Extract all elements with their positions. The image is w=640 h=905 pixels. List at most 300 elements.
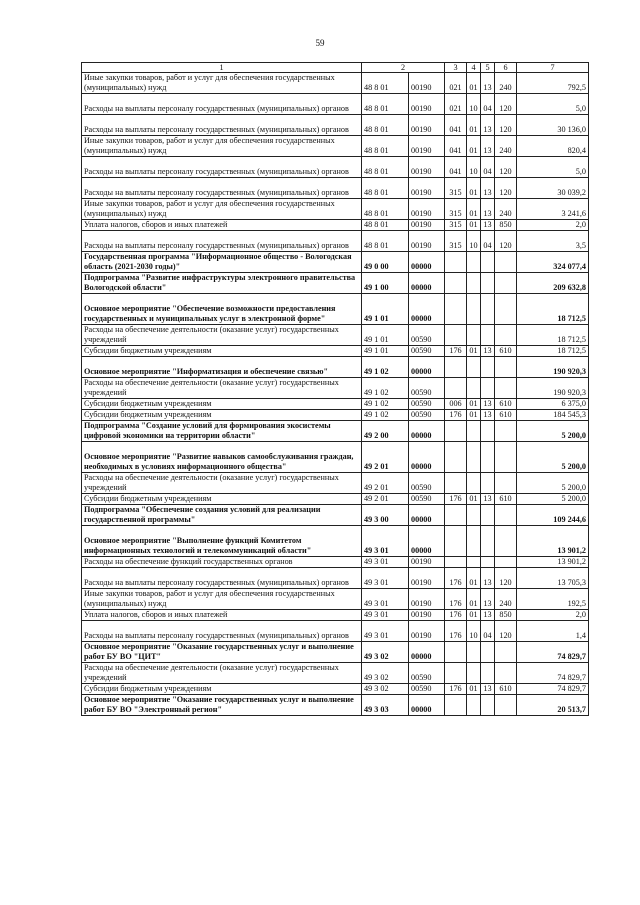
table-row bbox=[82, 357, 589, 378]
cell-section-code bbox=[467, 442, 481, 473]
cell-subsection-code bbox=[481, 378, 495, 399]
cell-subsection-code bbox=[481, 421, 495, 442]
cell-ministry-code: 315 bbox=[445, 178, 467, 199]
cell-direction-code: 00000 bbox=[409, 357, 445, 378]
cell-ministry-code bbox=[445, 294, 467, 325]
cell-amount: 18 712,5 bbox=[517, 294, 589, 325]
cell-section-code: 01 bbox=[467, 399, 481, 410]
cell-expense-type bbox=[495, 325, 517, 346]
cell-target-code: 49 2 00 bbox=[362, 421, 409, 442]
cell-direction-code: 00590 bbox=[409, 663, 445, 684]
cell-amount: 3 241,6 bbox=[517, 199, 589, 220]
cell-name: Иные закупки товаров, работ и услуг для обеспечения государственных (муниципальных) нужд bbox=[82, 73, 362, 94]
cell-ministry-code bbox=[445, 357, 467, 378]
cell-section-code bbox=[467, 273, 481, 294]
cell-section-code: 01 bbox=[467, 346, 481, 357]
cell-section-code: 01 bbox=[467, 410, 481, 421]
cell-direction-code: 00590 bbox=[409, 684, 445, 695]
cell-amount: 5,0 bbox=[517, 157, 589, 178]
table-row bbox=[82, 220, 589, 231]
table-row bbox=[82, 442, 589, 473]
table-row bbox=[82, 557, 589, 568]
cell-section-code bbox=[467, 526, 481, 557]
table-row bbox=[82, 505, 589, 526]
cell-subsection-code: 13 bbox=[481, 73, 495, 94]
cell-amount: 792,5 bbox=[517, 73, 589, 94]
cell-direction-code: 00000 bbox=[409, 252, 445, 273]
cell-section-code bbox=[467, 695, 481, 716]
cell-name: Расходы на обеспечение деятельности (оказание услуг) государственных учреждений bbox=[82, 325, 362, 346]
cell-amount: 74 829,7 bbox=[517, 684, 589, 695]
cell-direction-code: 00190 bbox=[409, 610, 445, 621]
cell-amount: 13 901,2 bbox=[517, 526, 589, 557]
cell-expense-type bbox=[495, 294, 517, 325]
cell-expense-type: 850 bbox=[495, 610, 517, 621]
table-row bbox=[82, 473, 589, 494]
cell-section-code bbox=[467, 505, 481, 526]
table-row bbox=[82, 663, 589, 684]
table-row bbox=[82, 199, 589, 220]
cell-direction-code: 00190 bbox=[409, 557, 445, 568]
cell-amount: 13 705,3 bbox=[517, 568, 589, 589]
cell-amount: 2,0 bbox=[517, 220, 589, 231]
table-row bbox=[82, 252, 589, 273]
cell-ministry-code bbox=[445, 473, 467, 494]
cell-subsection-code: 04 bbox=[481, 157, 495, 178]
cell-amount: 324 077,4 bbox=[517, 252, 589, 273]
cell-section-code bbox=[467, 294, 481, 325]
cell-direction-code: 00190 bbox=[409, 199, 445, 220]
cell-expense-type bbox=[495, 473, 517, 494]
cell-amount: 74 829,7 bbox=[517, 642, 589, 663]
cell-name: Субсидии бюджетным учреждениям bbox=[82, 684, 362, 695]
cell-direction-code: 00000 bbox=[409, 442, 445, 473]
cell-direction-code: 00190 bbox=[409, 115, 445, 136]
cell-section-code bbox=[467, 357, 481, 378]
cell-direction-code: 00590 bbox=[409, 325, 445, 346]
cell-target-code: 49 3 01 bbox=[362, 589, 409, 610]
cell-section-code bbox=[467, 557, 481, 568]
cell-subsection-code: 13 bbox=[481, 568, 495, 589]
cell-subsection-code bbox=[481, 294, 495, 325]
cell-name: Субсидии бюджетным учреждениям bbox=[82, 346, 362, 357]
cell-name: Государственная программа "Информационное общество - Вологодская область (2021-2030 годы)" bbox=[82, 252, 362, 273]
cell-expense-type: 120 bbox=[495, 157, 517, 178]
cell-amount: 820,4 bbox=[517, 136, 589, 157]
cell-section-code bbox=[467, 325, 481, 346]
cell-subsection-code bbox=[481, 473, 495, 494]
table-row bbox=[82, 273, 589, 294]
cell-name: Расходы на выплаты персоналу государственных (муниципальных) органов bbox=[82, 115, 362, 136]
cell-ministry-code: 021 bbox=[445, 94, 467, 115]
cell-subsection-code bbox=[481, 505, 495, 526]
cell-expense-type: 610 bbox=[495, 346, 517, 357]
cell-target-code: 49 1 02 bbox=[362, 378, 409, 399]
cell-name: Расходы на выплаты персоналу государственных (муниципальных) органов bbox=[82, 231, 362, 252]
cell-direction-code: 00190 bbox=[409, 568, 445, 589]
cell-section-code bbox=[467, 473, 481, 494]
cell-expense-type bbox=[495, 357, 517, 378]
cell-target-code: 48 8 01 bbox=[362, 199, 409, 220]
cell-section-code: 01 bbox=[467, 178, 481, 199]
table-row bbox=[82, 157, 589, 178]
cell-ministry-code: 315 bbox=[445, 199, 467, 220]
table-row bbox=[82, 399, 589, 410]
cell-section-code: 01 bbox=[467, 684, 481, 695]
cell-expense-type bbox=[495, 442, 517, 473]
cell-section-code: 01 bbox=[467, 73, 481, 94]
cell-section-code bbox=[467, 663, 481, 684]
table-row bbox=[82, 695, 589, 716]
cell-expense-type: 610 bbox=[495, 399, 517, 410]
cell-target-code: 49 1 00 bbox=[362, 273, 409, 294]
cell-name: Основное мероприятие "Развитие навыков самообслуживания граждан, необходимых в условиях информационного общества" bbox=[82, 442, 362, 473]
cell-amount: 13 901,2 bbox=[517, 557, 589, 568]
cell-direction-code: 00590 bbox=[409, 494, 445, 505]
table-row bbox=[82, 684, 589, 695]
table-row bbox=[82, 642, 589, 663]
cell-ministry-code: 176 bbox=[445, 684, 467, 695]
cell-ministry-code: 176 bbox=[445, 410, 467, 421]
cell-amount: 18 712,5 bbox=[517, 325, 589, 346]
cell-direction-code: 00590 bbox=[409, 346, 445, 357]
cell-direction-code: 00000 bbox=[409, 273, 445, 294]
cell-name: Иные закупки товаров, работ и услуг для обеспечения государственных (муниципальных) нужд bbox=[82, 136, 362, 157]
cell-name: Расходы на выплаты персоналу государственных (муниципальных) органов bbox=[82, 94, 362, 115]
cell-target-code: 49 3 01 bbox=[362, 621, 409, 642]
cell-subsection-code: 13 bbox=[481, 684, 495, 695]
cell-subsection-code: 04 bbox=[481, 231, 495, 252]
cell-amount: 6 375,0 bbox=[517, 399, 589, 410]
cell-target-code: 48 8 01 bbox=[362, 115, 409, 136]
cell-ministry-code: 315 bbox=[445, 220, 467, 231]
cell-subsection-code: 13 bbox=[481, 199, 495, 220]
header-col-1: 1 bbox=[82, 63, 362, 73]
cell-name: Расходы на выплаты персоналу государственных (муниципальных) органов bbox=[82, 621, 362, 642]
cell-ministry-code: 176 bbox=[445, 346, 467, 357]
table-row bbox=[82, 494, 589, 505]
table-row bbox=[82, 421, 589, 442]
cell-target-code: 49 3 01 bbox=[362, 610, 409, 621]
header-col-3: 3 bbox=[445, 63, 467, 73]
cell-amount: 3,5 bbox=[517, 231, 589, 252]
cell-section-code bbox=[467, 378, 481, 399]
cell-target-code: 49 3 02 bbox=[362, 663, 409, 684]
cell-expense-type: 240 bbox=[495, 73, 517, 94]
cell-direction-code: 00190 bbox=[409, 73, 445, 94]
cell-ministry-code bbox=[445, 378, 467, 399]
cell-subsection-code bbox=[481, 252, 495, 273]
cell-section-code bbox=[467, 421, 481, 442]
cell-ministry-code: 315 bbox=[445, 231, 467, 252]
cell-name: Иные закупки товаров, работ и услуг для обеспечения государственных (муниципальных) нужд bbox=[82, 199, 362, 220]
cell-amount: 5 200,0 bbox=[517, 442, 589, 473]
cell-direction-code: 00000 bbox=[409, 642, 445, 663]
cell-expense-type bbox=[495, 421, 517, 442]
cell-amount: 109 244,6 bbox=[517, 505, 589, 526]
cell-subsection-code: 13 bbox=[481, 136, 495, 157]
cell-ministry-code: 176 bbox=[445, 589, 467, 610]
cell-expense-type bbox=[495, 526, 517, 557]
cell-ministry-code bbox=[445, 273, 467, 294]
cell-ministry-code bbox=[445, 695, 467, 716]
cell-direction-code: 00590 bbox=[409, 473, 445, 494]
cell-target-code: 49 3 03 bbox=[362, 695, 409, 716]
cell-ministry-code bbox=[445, 325, 467, 346]
cell-name: Расходы на выплаты персоналу государственных (муниципальных) органов bbox=[82, 178, 362, 199]
cell-direction-code: 00590 bbox=[409, 378, 445, 399]
table-row bbox=[82, 73, 589, 94]
table-row bbox=[82, 526, 589, 557]
cell-expense-type: 120 bbox=[495, 94, 517, 115]
cell-target-code: 49 0 00 bbox=[362, 252, 409, 273]
cell-ministry-code: 041 bbox=[445, 157, 467, 178]
cell-amount: 5 200,0 bbox=[517, 494, 589, 505]
cell-ministry-code bbox=[445, 557, 467, 568]
cell-expense-type: 240 bbox=[495, 199, 517, 220]
cell-expense-type: 610 bbox=[495, 494, 517, 505]
cell-name: Уплата налогов, сборов и иных платежей bbox=[82, 610, 362, 621]
cell-target-code: 49 1 01 bbox=[362, 294, 409, 325]
table-row bbox=[82, 568, 589, 589]
cell-amount: 20 513,7 bbox=[517, 695, 589, 716]
cell-direction-code: 00000 bbox=[409, 526, 445, 557]
cell-amount: 74 829,7 bbox=[517, 663, 589, 684]
cell-subsection-code bbox=[481, 526, 495, 557]
cell-ministry-code: 176 bbox=[445, 568, 467, 589]
cell-section-code: 10 bbox=[467, 621, 481, 642]
cell-direction-code: 00190 bbox=[409, 621, 445, 642]
cell-section-code: 10 bbox=[467, 94, 481, 115]
cell-target-code: 49 2 01 bbox=[362, 442, 409, 473]
cell-expense-type: 610 bbox=[495, 684, 517, 695]
cell-subsection-code bbox=[481, 642, 495, 663]
cell-direction-code: 00000 bbox=[409, 421, 445, 442]
cell-direction-code: 00000 bbox=[409, 294, 445, 325]
header-col-7: 7 bbox=[517, 63, 589, 73]
table-row bbox=[82, 410, 589, 421]
cell-amount: 192,5 bbox=[517, 589, 589, 610]
table-row bbox=[82, 178, 589, 199]
cell-subsection-code bbox=[481, 357, 495, 378]
page-number: 59 bbox=[315, 38, 325, 48]
cell-name: Основное мероприятие "Выполнение функций Комитетом информационных технологий и телекоммуникаций области" bbox=[82, 526, 362, 557]
cell-subsection-code bbox=[481, 325, 495, 346]
cell-section-code: 01 bbox=[467, 220, 481, 231]
cell-target-code: 49 1 01 bbox=[362, 346, 409, 357]
cell-ministry-code bbox=[445, 442, 467, 473]
cell-ministry-code bbox=[445, 421, 467, 442]
cell-subsection-code bbox=[481, 442, 495, 473]
cell-section-code: 01 bbox=[467, 199, 481, 220]
cell-subsection-code: 13 bbox=[481, 610, 495, 621]
header-col-4: 4 bbox=[467, 63, 481, 73]
cell-name: Субсидии бюджетным учреждениям bbox=[82, 399, 362, 410]
cell-ministry-code: 176 bbox=[445, 610, 467, 621]
cell-target-code: 49 1 02 bbox=[362, 410, 409, 421]
cell-subsection-code: 13 bbox=[481, 220, 495, 231]
cell-section-code: 01 bbox=[467, 494, 481, 505]
cell-expense-type bbox=[495, 642, 517, 663]
cell-expense-type bbox=[495, 505, 517, 526]
cell-target-code: 48 8 01 bbox=[362, 94, 409, 115]
cell-name: Субсидии бюджетным учреждениям bbox=[82, 494, 362, 505]
cell-ministry-code: 176 bbox=[445, 621, 467, 642]
cell-target-code: 48 8 01 bbox=[362, 220, 409, 231]
cell-expense-type: 120 bbox=[495, 621, 517, 642]
cell-direction-code: 00190 bbox=[409, 157, 445, 178]
table-row bbox=[82, 94, 589, 115]
cell-expense-type: 610 bbox=[495, 410, 517, 421]
cell-direction-code: 00000 bbox=[409, 695, 445, 716]
cell-expense-type: 120 bbox=[495, 568, 517, 589]
table-row bbox=[82, 621, 589, 642]
cell-name: Расходы на обеспечение функций государственных органов bbox=[82, 557, 362, 568]
cell-name: Иные закупки товаров, работ и услуг для обеспечения государственных (муниципальных) нужд bbox=[82, 589, 362, 610]
cell-amount: 5 200,0 bbox=[517, 421, 589, 442]
cell-target-code: 49 1 01 bbox=[362, 325, 409, 346]
cell-name: Основное мероприятие "Оказание государственных услуг и выполнение работ БУ ВО "ЦИТ" bbox=[82, 642, 362, 663]
cell-direction-code: 00190 bbox=[409, 589, 445, 610]
table-row bbox=[82, 294, 589, 325]
cell-ministry-code bbox=[445, 526, 467, 557]
table-body bbox=[82, 73, 589, 716]
table-row bbox=[82, 231, 589, 252]
cell-amount: 5 200,0 bbox=[517, 473, 589, 494]
table-row bbox=[82, 136, 589, 157]
cell-amount: 184 545,3 bbox=[517, 410, 589, 421]
cell-ministry-code: 041 bbox=[445, 115, 467, 136]
cell-direction-code: 00190 bbox=[409, 231, 445, 252]
table-row bbox=[82, 325, 589, 346]
table-row bbox=[82, 589, 589, 610]
cell-expense-type bbox=[495, 557, 517, 568]
header-col-6: 6 bbox=[495, 63, 517, 73]
cell-ministry-code: 176 bbox=[445, 494, 467, 505]
cell-section-code: 10 bbox=[467, 157, 481, 178]
cell-name: Основное мероприятие "Оказание государственных услуг и выполнение работ БУ ВО "Электронный регион" bbox=[82, 695, 362, 716]
cell-expense-type bbox=[495, 273, 517, 294]
cell-name: Подпрограмма "Обеспечение создания условий для реализации государственной программы" bbox=[82, 505, 362, 526]
cell-subsection-code bbox=[481, 695, 495, 716]
cell-subsection-code bbox=[481, 557, 495, 568]
cell-target-code: 49 3 02 bbox=[362, 642, 409, 663]
cell-subsection-code: 13 bbox=[481, 178, 495, 199]
cell-direction-code: 00000 bbox=[409, 505, 445, 526]
cell-section-code: 01 bbox=[467, 568, 481, 589]
cell-ministry-code: 041 bbox=[445, 136, 467, 157]
cell-expense-type: 120 bbox=[495, 178, 517, 199]
cell-expense-type bbox=[495, 663, 517, 684]
table-row bbox=[82, 610, 589, 621]
cell-subsection-code: 04 bbox=[481, 94, 495, 115]
cell-name: Основное мероприятие "Информатизация и обеспечение связью" bbox=[82, 357, 362, 378]
cell-name: Субсидии бюджетным учреждениям bbox=[82, 410, 362, 421]
cell-name: Уплата налогов, сборов и иных платежей bbox=[82, 220, 362, 231]
cell-target-code: 49 2 01 bbox=[362, 494, 409, 505]
cell-name: Подпрограмма "Создание условий для формирования экосистемы цифровой экономики на территории области" bbox=[82, 421, 362, 442]
cell-target-code: 49 3 01 bbox=[362, 568, 409, 589]
cell-direction-code: 00590 bbox=[409, 410, 445, 421]
cell-expense-type: 240 bbox=[495, 589, 517, 610]
cell-target-code: 49 3 02 bbox=[362, 684, 409, 695]
cell-ministry-code bbox=[445, 252, 467, 273]
cell-section-code bbox=[467, 252, 481, 273]
budget-table bbox=[81, 62, 589, 716]
cell-section-code bbox=[467, 642, 481, 663]
cell-amount: 18 712,5 bbox=[517, 346, 589, 357]
cell-name: Расходы на выплаты персоналу государственных (муниципальных) органов bbox=[82, 568, 362, 589]
cell-amount: 1,4 bbox=[517, 621, 589, 642]
cell-subsection-code: 13 bbox=[481, 399, 495, 410]
cell-section-code: 01 bbox=[467, 589, 481, 610]
cell-target-code: 48 8 01 bbox=[362, 178, 409, 199]
cell-target-code: 48 8 01 bbox=[362, 73, 409, 94]
cell-target-code: 49 3 00 bbox=[362, 505, 409, 526]
cell-subsection-code: 13 bbox=[481, 494, 495, 505]
cell-expense-type: 240 bbox=[495, 136, 517, 157]
cell-name: Основное мероприятие "Обеспечение возможности предоставления государственных и муниципальных услуг в электронной форме" bbox=[82, 294, 362, 325]
cell-subsection-code: 13 bbox=[481, 410, 495, 421]
table-row bbox=[82, 378, 589, 399]
cell-ministry-code bbox=[445, 663, 467, 684]
cell-name: Расходы на обеспечение деятельности (оказание услуг) государственных учреждений bbox=[82, 473, 362, 494]
table-row bbox=[82, 346, 589, 357]
cell-target-code: 49 3 01 bbox=[362, 557, 409, 568]
cell-target-code: 49 1 02 bbox=[362, 399, 409, 410]
cell-expense-type bbox=[495, 252, 517, 273]
header-col-2: 2 bbox=[362, 63, 445, 73]
cell-amount: 190 920,3 bbox=[517, 378, 589, 399]
cell-target-code: 49 1 02 bbox=[362, 357, 409, 378]
cell-target-code: 49 2 01 bbox=[362, 473, 409, 494]
cell-name: Расходы на обеспечение деятельности (оказание услуг) государственных учреждений bbox=[82, 378, 362, 399]
cell-target-code: 48 8 01 bbox=[362, 157, 409, 178]
cell-subsection-code: 13 bbox=[481, 115, 495, 136]
cell-subsection-code: 04 bbox=[481, 621, 495, 642]
cell-section-code: 01 bbox=[467, 610, 481, 621]
table-header bbox=[82, 63, 589, 73]
cell-target-code: 48 8 01 bbox=[362, 136, 409, 157]
cell-direction-code: 00190 bbox=[409, 94, 445, 115]
cell-direction-code: 00590 bbox=[409, 399, 445, 410]
cell-ministry-code: 021 bbox=[445, 73, 467, 94]
cell-amount: 30 136,0 bbox=[517, 115, 589, 136]
cell-expense-type bbox=[495, 695, 517, 716]
cell-section-code: 01 bbox=[467, 115, 481, 136]
cell-direction-code: 00190 bbox=[409, 136, 445, 157]
cell-name: Расходы на выплаты персоналу государственных (муниципальных) органов bbox=[82, 157, 362, 178]
cell-expense-type: 120 bbox=[495, 231, 517, 252]
cell-ministry-code bbox=[445, 505, 467, 526]
cell-subsection-code bbox=[481, 273, 495, 294]
cell-subsection-code: 13 bbox=[481, 346, 495, 357]
cell-section-code: 01 bbox=[467, 136, 481, 157]
cell-target-code: 48 8 01 bbox=[362, 231, 409, 252]
cell-subsection-code: 13 bbox=[481, 589, 495, 610]
cell-subsection-code bbox=[481, 663, 495, 684]
cell-amount: 5,0 bbox=[517, 94, 589, 115]
header-col-5: 5 bbox=[481, 63, 495, 73]
cell-expense-type: 120 bbox=[495, 115, 517, 136]
cell-target-code: 49 3 01 bbox=[362, 526, 409, 557]
cell-direction-code: 00190 bbox=[409, 178, 445, 199]
cell-expense-type: 850 bbox=[495, 220, 517, 231]
cell-name: Расходы на обеспечение деятельности (оказание услуг) государственных учреждений bbox=[82, 663, 362, 684]
table-row bbox=[82, 115, 589, 136]
cell-amount: 190 920,3 bbox=[517, 357, 589, 378]
cell-section-code: 10 bbox=[467, 231, 481, 252]
